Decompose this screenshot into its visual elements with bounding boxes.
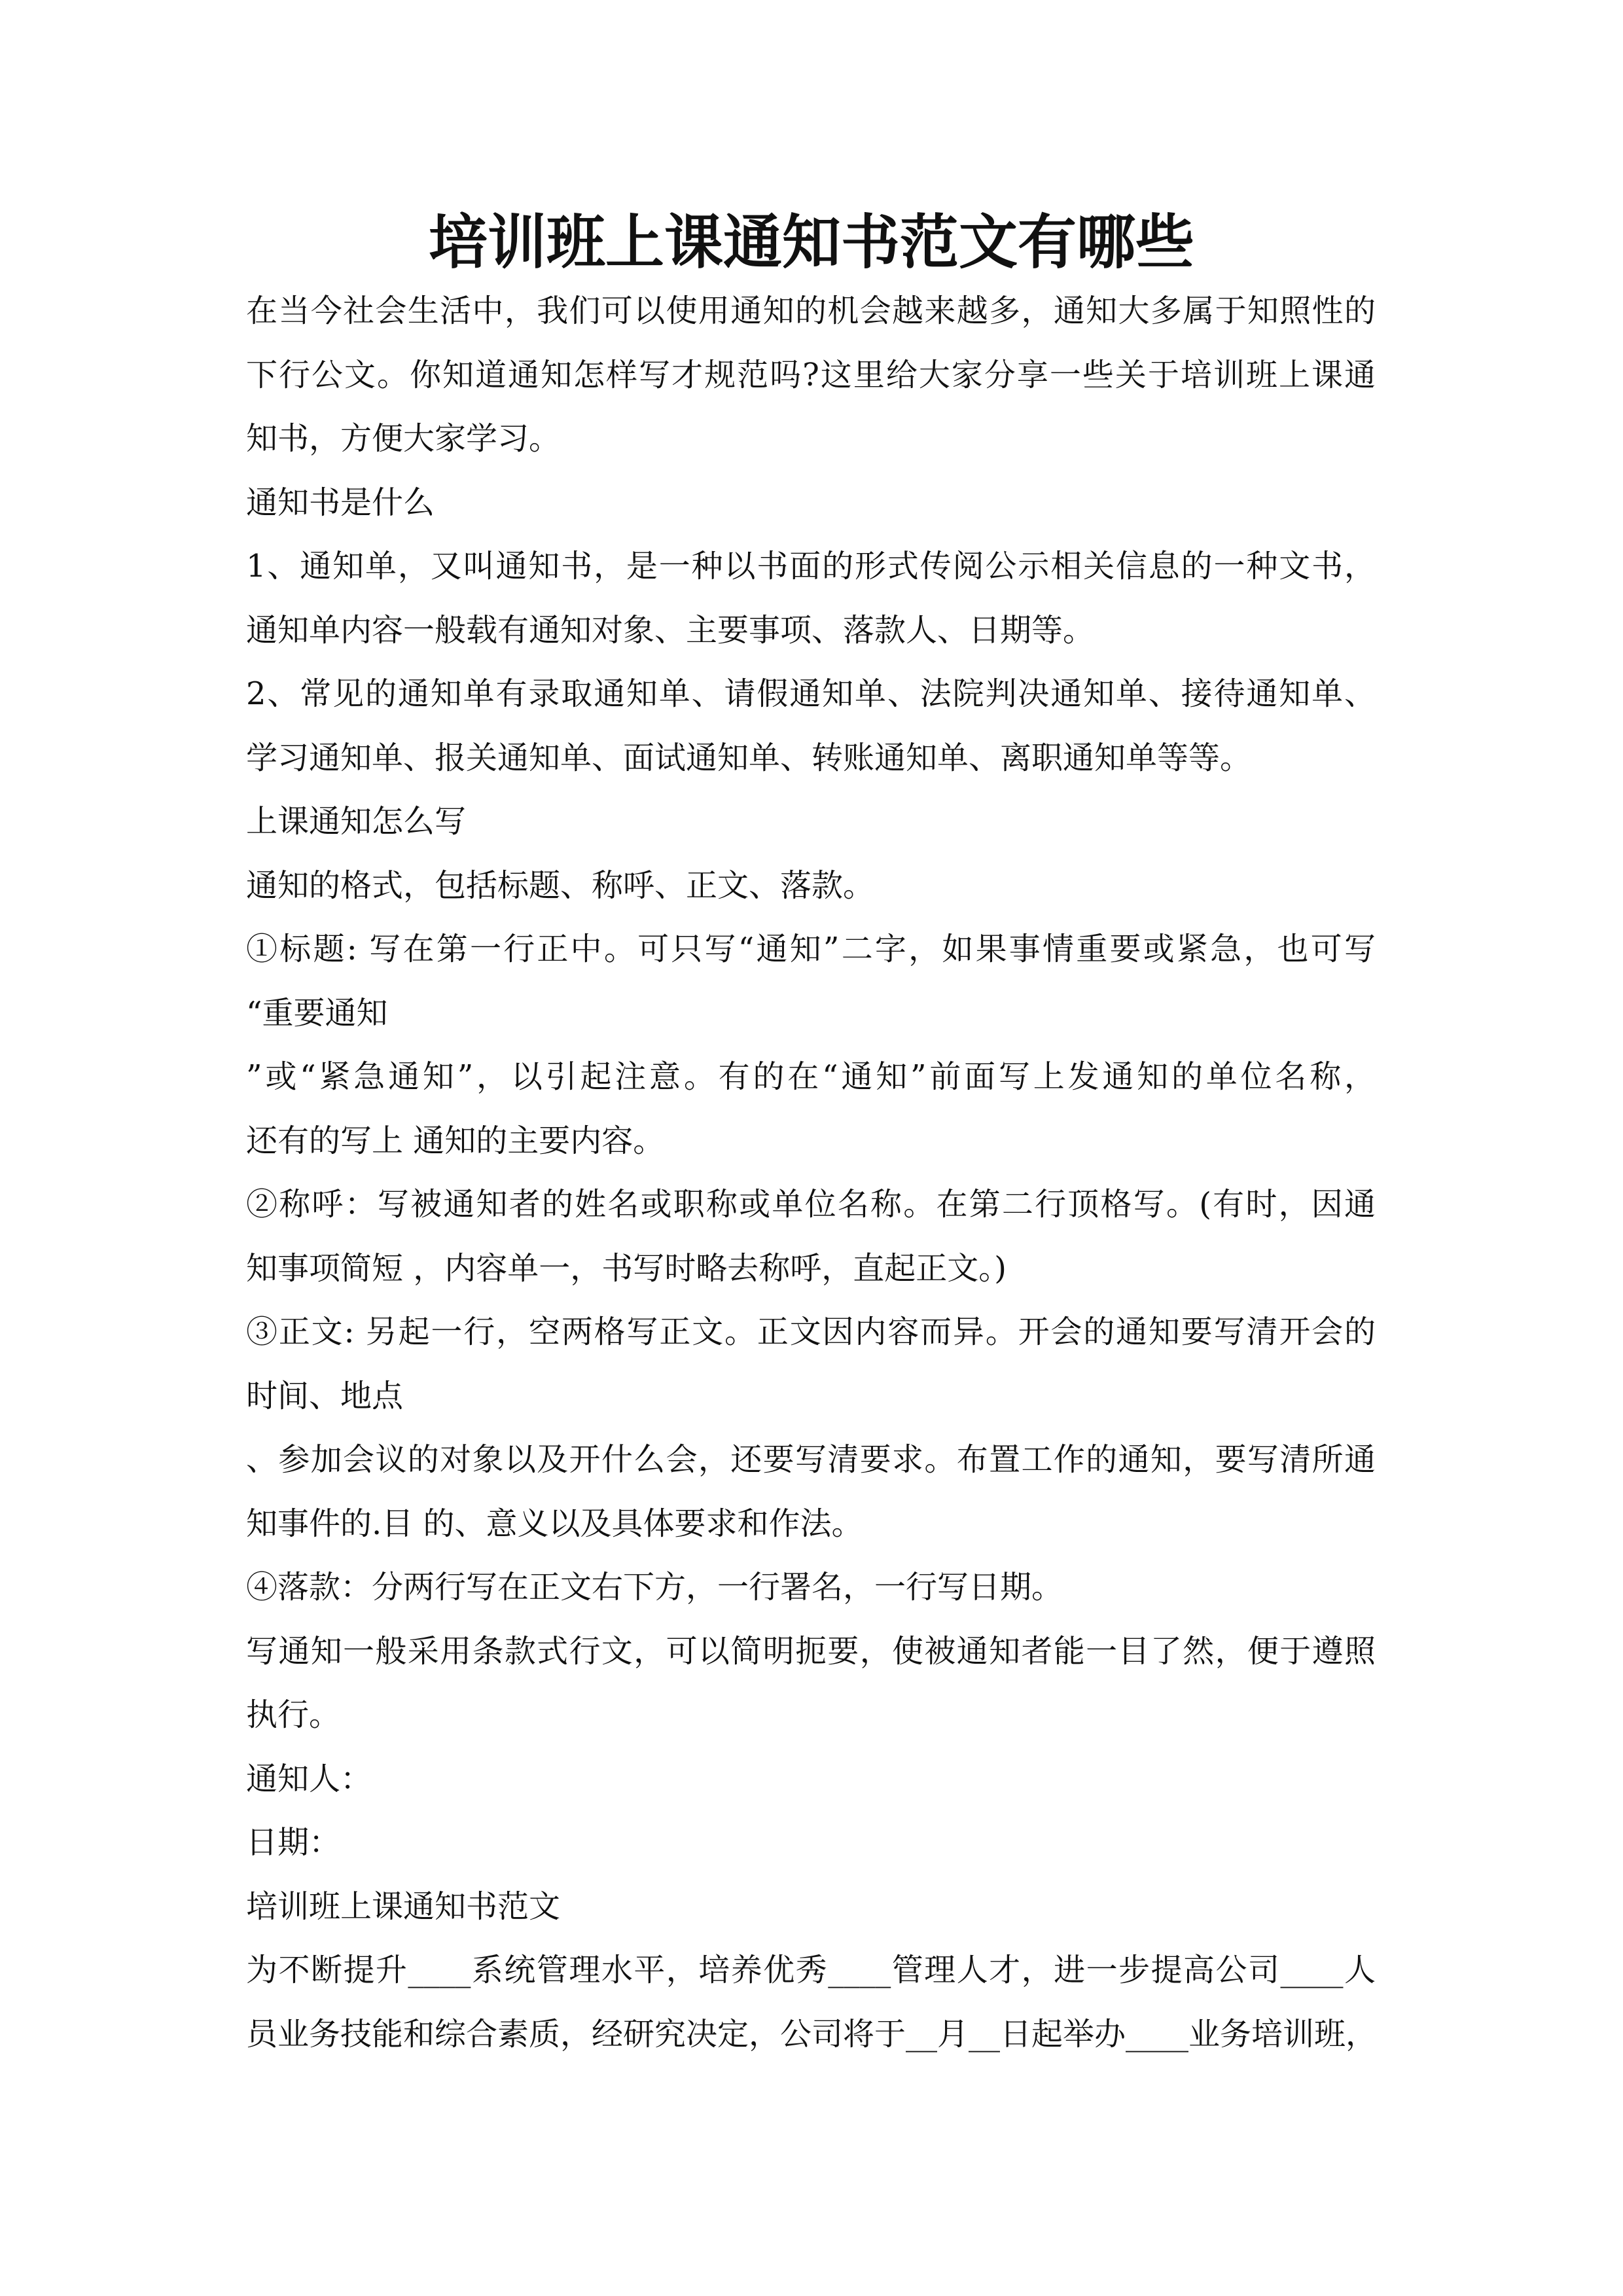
text-line: 培训班上课通知书范文 xyxy=(246,1888,561,1925)
text-line: 通知的格式，包括标题、称呼、正文、落款。 xyxy=(246,867,875,904)
text-line: ”或“紧急通知”，以引起注意。有的在“通知”前面写上发通知的单位名称， xyxy=(246,1058,1376,1095)
text-line: 、参加会议的对象以及开什么会，还要写清要求。布置工作的通知，要写清所通 xyxy=(246,1441,1376,1478)
text-line: ④落款：分两行写在正文右下方，一行署名，一行写日期。 xyxy=(246,1569,1063,1605)
text-line: 知事项简短 ，内容单一，书写时略去称呼，直起正文。) xyxy=(246,1249,1007,1287)
text-line: 通知书是什么 xyxy=(246,484,435,521)
text-line: 下行公文。你知道通知怎样写才规范吗?这里给大家分享一些关于培训班上课通 xyxy=(246,356,1376,393)
text-line: 2、常见的通知单有录取通知单、请假通知单、法院判决通知单、接待通知单、 xyxy=(246,675,1376,712)
text-line: 还有的写上 通知的主要内容。 xyxy=(246,1122,665,1159)
text-line: ③正文: 另起一行，空两格写正文。正文因内容而异。开会的通知要写清开会的 xyxy=(246,1314,1376,1350)
text-line: 执行。 xyxy=(246,1696,341,1733)
text-line: 为不断提升____系统管理水平，培养优秀____管理人才，进一步提高公司____人 xyxy=(246,1952,1376,1988)
text-line: ①标题: 写在第一行正中。可只写“通知”二字，如果事情重要或紧急，也可写 xyxy=(246,931,1376,967)
text-line: ②称呼：写被通知者的姓名或职称或单位名称。在第二行顶格写。(有时，因通 xyxy=(246,1186,1376,1223)
text-line: 知书，方便大家学习。 xyxy=(246,420,561,457)
text-line: 1、通知单，又叫通知书，是一种以书面的形式传阅公示相关信息的一种文书， xyxy=(246,548,1376,584)
text-line: 写通知一般采用条款式行文，可以简明扼要，使被通知者能一目了然，便于遵照 xyxy=(246,1632,1376,1670)
text-line: 日期： xyxy=(246,1824,341,1861)
text-line: 员业务技能和综合素质，经研究决定，公司将于__月__日起举办____业务培训班， xyxy=(246,2015,1378,2053)
document-body xyxy=(246,279,1376,2066)
document-title: 培训班上课通知书范文有哪些 xyxy=(429,207,1194,277)
text-line: 学习通知单、报关通知单、面试通知单、转账通知单、离职通知单等等。 xyxy=(246,739,1252,776)
text-line: 知事件的.目 的、意义以及具体要求和作法。 xyxy=(246,1505,863,1542)
text-line: 时间、地点 xyxy=(246,1377,404,1414)
text-line: 通知人： xyxy=(246,1760,372,1797)
text-line: 通知单内容一般载有通知对象、主要事项、落款人、日期等。 xyxy=(246,611,1095,649)
text-line: “重要通知 xyxy=(246,994,388,1031)
text-line: 上课通知怎么写 xyxy=(246,803,467,840)
text-line: 在当今社会生活中，我们可以使用通知的机会越来越多，通知大多属于知照性的 xyxy=(246,293,1376,329)
